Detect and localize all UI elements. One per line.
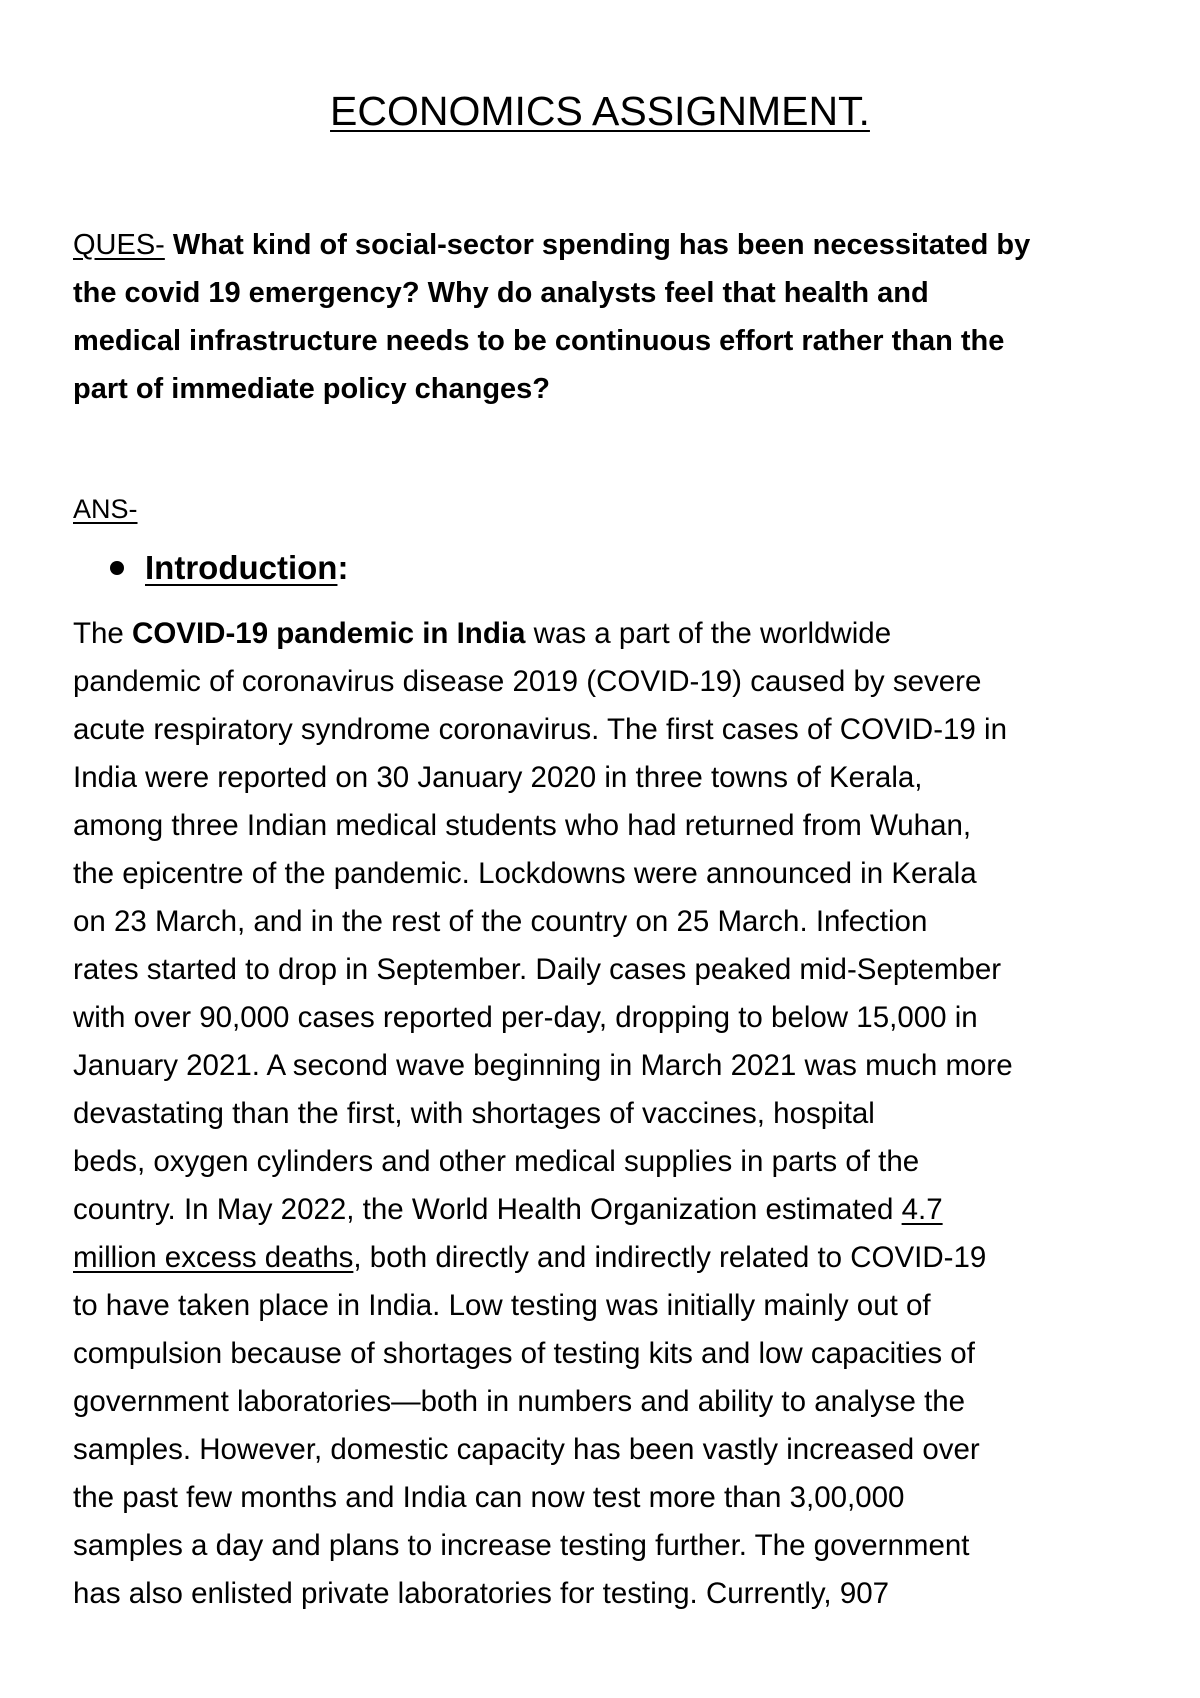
introduction-colon: : — [337, 549, 349, 586]
paragraph-line: government laboratories—both in numbers and ability to analyse the — [73, 1385, 966, 1418]
underlined-phrase: million excess deaths — [73, 1241, 354, 1274]
question-line: part of immediate policy changes? — [73, 373, 550, 405]
paragraph-line: acute respiratory syndrome coronavirus. The first cases of COVID-19 in — [73, 713, 1007, 746]
question-text: What kind of social-sector spending has been necessitated by — [172, 229, 1031, 261]
paragraph-line: January 2021. A second wave beginning in March 2021 was much more — [73, 1049, 1013, 1082]
paragraph-line: devastating than the first, with shortages of vaccines, hospital — [73, 1097, 875, 1130]
introduction-heading-text: Introduction — [145, 549, 338, 586]
paragraph-line: samples. However, domestic capacity has been vastly increased over — [73, 1433, 980, 1466]
answer-label — [73, 493, 138, 525]
paragraph-line: on 23 March, and in the rest of the country on 25 March. Infection — [73, 905, 928, 938]
paragraph-line: has also enlisted private laboratories for testing. Currently, 907 — [73, 1577, 890, 1610]
question-line: the covid 19 emergency? Why do analysts feel that health and — [73, 277, 929, 309]
question-line — [73, 221, 1133, 269]
bold-phrase: COVID-19 pandemic in India — [132, 617, 526, 650]
text-run: country. In May 2022, the World Health Organization estimated — [73, 1193, 902, 1226]
question-label: QUES- — [73, 229, 165, 261]
paragraph-line: beds, oxygen cylinders and other medical supplies in parts of the — [73, 1145, 920, 1178]
answer-label-text: ANS- — [73, 494, 138, 524]
paragraph-line: among three Indian medical students who had returned from Wuhan, — [73, 809, 972, 842]
paragraph-line: samples a day and plans to increase testing further. The government — [73, 1529, 970, 1562]
paragraph-line: the past few months and India can now test more than 3,00,000 — [73, 1481, 905, 1514]
document-title — [0, 86, 1200, 136]
question-line: medical infrastructure needs to be continuous effort rather than the — [73, 325, 1005, 357]
paragraph-line: rates started to drop in September. Daily cases peaked mid-September — [73, 953, 1002, 986]
question-block — [73, 221, 1133, 413]
underlined-phrase: 4.7 — [901, 1193, 943, 1226]
bullet-icon — [110, 561, 124, 575]
paragraph-line — [73, 610, 1143, 658]
paragraph-line: compulsion because of shortages of testing kits and low capacities of — [73, 1337, 975, 1370]
text-run: , both directly and indirectly related to COVID-19 — [353, 1241, 987, 1274]
text-run: The — [73, 617, 133, 650]
paragraph-line — [73, 1186, 1143, 1234]
paragraph-line: pandemic of coronavirus disease 2019 (COVID-19) caused by severe — [73, 665, 982, 698]
paragraph-line: to have taken place in India. Low testing was initially mainly out of — [73, 1289, 931, 1322]
paragraph-line: with over 90,000 cases reported per-day, dropping to below 15,000 in — [73, 1001, 978, 1034]
introduction-heading — [110, 548, 348, 588]
introduction-paragraph — [73, 610, 1143, 1618]
text-run: was a part of the worldwide — [525, 617, 892, 650]
paragraph-line: the epicentre of the pandemic. Lockdowns were announced in Kerala — [73, 857, 977, 890]
title-text: ECONOMICS ASSIGNMENT. — [330, 88, 870, 134]
paragraph-line: India were reported on 30 January 2020 in three towns of Kerala, — [73, 761, 923, 794]
paragraph-line — [73, 1234, 1143, 1282]
